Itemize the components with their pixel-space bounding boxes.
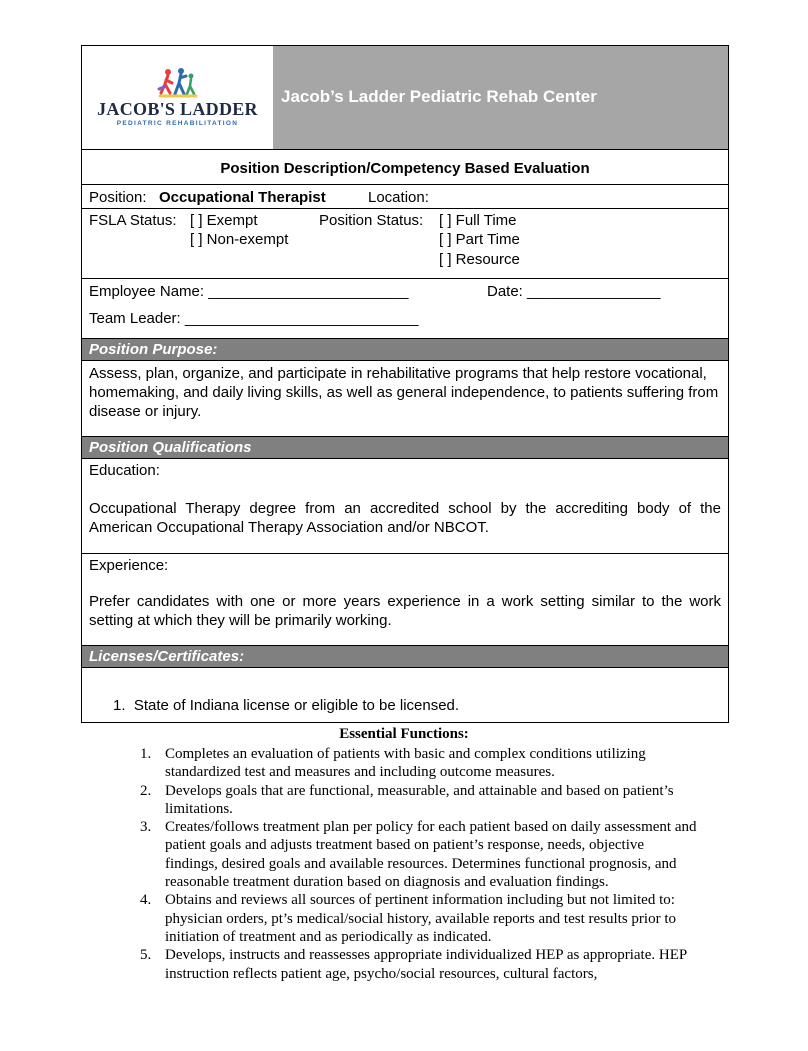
location-label: Location: xyxy=(368,189,429,206)
position-value: Occupational Therapist xyxy=(159,189,326,206)
list-item-text: Obtains and reviews all sources of pertinent information including but not limited to: physician orders, pt’s medical/social history, available reports and test results prior to initiation of treatment and as periodically as indicated. xyxy=(165,892,676,945)
position-status-label: Position Status: xyxy=(319,212,424,229)
employee-row xyxy=(82,278,728,338)
non-exempt-checkbox[interactable]: [ ] Non-exempt xyxy=(190,231,289,248)
list-item-text: Creates/follows treatment plan per policy for each patient based on daily assessment and patient goals and adjusts treatment based on patient’s response, needs, objective findings, desired goals and available resources. Determines functional prognosis, and reasonable treatment duration based on diagnosis and evaluation findings. xyxy=(165,819,697,891)
list-item: 3. Creates/follows treatment plan per policy for each patient based on daily assessment and patient goals and adjusts treatment based on patient’s response, needs, objective findings, desired goals and available resources. Determines functional prognosis, and reasonable treatment duration based on diagnosis and evaluation findings. xyxy=(140,819,697,891)
list-item: 2. Develops goals that are functional, measurable, and attainable and based on patient’s limitations. xyxy=(140,782,674,817)
licenses-section xyxy=(82,667,728,723)
fsla-row xyxy=(82,208,728,278)
license-number: 1. xyxy=(113,697,134,714)
list-item-text: Develops goals that are functional, measurable, and attainable and based on patient’s limitations. xyxy=(165,782,674,817)
full-time-checkbox[interactable]: [ ] Full Time xyxy=(439,212,517,229)
form-title-row xyxy=(82,149,728,185)
list-item: 5. Develops, instructs and reassesses appropriate individualized HEP as appropriate. HEP instruction reflects patient age, psycho/social resources, cultural factors, xyxy=(140,947,687,982)
purpose-section xyxy=(82,360,728,436)
fsla-label: FSLA Status: xyxy=(89,212,177,229)
evaluation-form xyxy=(81,45,729,723)
education-label: Education: xyxy=(89,462,160,479)
form-header xyxy=(82,46,728,150)
logo-name: JACOB'S LADDER xyxy=(97,99,258,119)
experience-label: Experience: xyxy=(89,557,169,574)
position-label: Position: xyxy=(89,189,147,206)
education-text: Occupational Therapy degree from an accredited school by the accrediting body of the American Occupational Therapy Association and/or NBCOT. xyxy=(89,500,721,536)
climbing-figures-icon xyxy=(156,67,200,99)
employee-name-field[interactable]: Employee Name: ________________________ xyxy=(89,283,409,300)
exempt-checkbox[interactable]: [ ] Exempt xyxy=(190,212,258,229)
list-item: 4. Obtains and reviews all sources of pertinent information including but not limited to: physician orders, pt’s medical/social history, available reports and test results prior to initiation of treatment and as periodically as indicated. xyxy=(140,892,676,945)
license-text: State of Indiana license or eligible to be licensed. xyxy=(133,697,460,714)
list-item-text: Completes an evaluation of patients with basic and complex conditions utilizing standardized test and measures and including outcome measures. xyxy=(165,746,646,781)
form-title: Position Description/Competency Based Evaluation xyxy=(220,160,590,177)
org-title-cell xyxy=(273,46,728,149)
license-item xyxy=(113,697,459,714)
education-section xyxy=(82,458,728,553)
resource-checkbox[interactable]: [ ] Resource xyxy=(439,251,520,268)
essential-functions-heading: Essential Functions: xyxy=(339,726,469,742)
team-leader-field[interactable]: Team Leader: ____________________________ xyxy=(89,310,419,327)
purpose-text: Assess, plan, organize, and participate in rehabilitative programs that help restore vocational, homemaking, and daily living skills, as well as general independence, to patients suffering from disease or injury. xyxy=(89,365,719,420)
list-item: 1. Completes an evaluation of patients with basic and complex conditions utilizing standardized test and measures and including outcome measures. xyxy=(140,746,646,781)
experience-section xyxy=(82,553,728,645)
experience-text: Prefer candidates with one or more years experience in a work setting similar to the work setting at which they will be primarily working. xyxy=(89,593,721,629)
qualifications-heading: Position Qualifications xyxy=(82,436,728,458)
position-row xyxy=(82,184,728,208)
essential-functions-list xyxy=(140,745,700,983)
date-field[interactable]: Date: ________________ xyxy=(487,283,661,300)
purpose-heading: Position Purpose: xyxy=(82,338,728,360)
part-time-checkbox[interactable]: [ ] Part Time xyxy=(439,231,520,248)
org-title: Jacob’s Ladder Pediatric Rehab Center xyxy=(281,87,597,106)
list-item-text: Develops, instructs and reassesses appropriate individualized HEP as appropriate. HEP instruction reflects patient age, psycho/social resources, cultural factors, xyxy=(165,947,687,982)
logo-subtitle: PEDIATRIC REHABILITATION xyxy=(116,120,239,127)
logo-cell xyxy=(82,46,274,149)
licenses-heading: Licenses/Certificates: xyxy=(82,645,728,667)
